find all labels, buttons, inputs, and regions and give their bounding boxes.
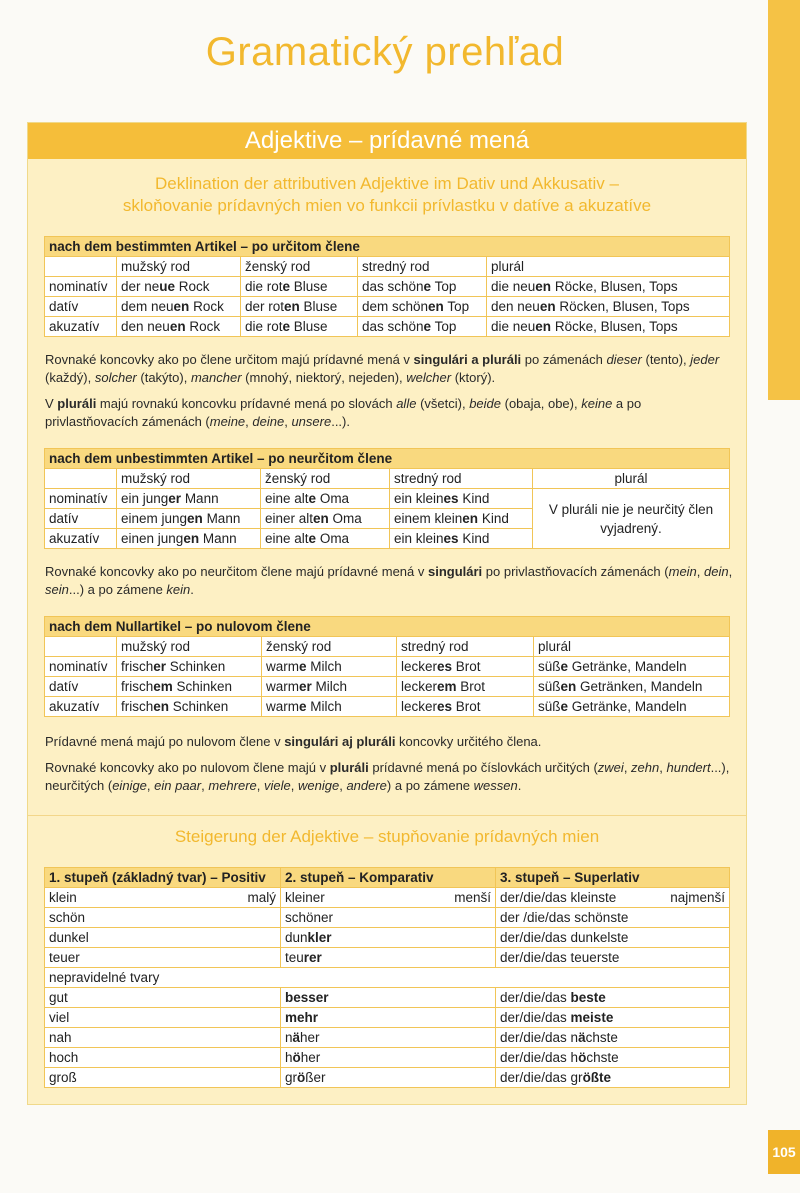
table-cell: den neuen Röcken, Blusen, Tops (487, 297, 730, 317)
table-cell: größer (281, 1068, 496, 1088)
table-cell: die rote Bluse (241, 277, 358, 297)
table-cell: eine alte Oma (261, 489, 390, 509)
table-cell: nah (45, 1028, 281, 1048)
header-cell (45, 469, 117, 489)
table-cell: süße Getränke, Mandeln (534, 697, 730, 717)
table-cell: einen jungen Mann (117, 529, 261, 549)
case-label: akuzatív (45, 529, 117, 549)
case-label: akuzatív (45, 317, 117, 337)
table-cell: leckeres Brot (397, 657, 534, 677)
table-row (45, 677, 730, 697)
table-cell: leckerem Brot (397, 677, 534, 697)
table-cell: der/die/das dunkelste (496, 928, 730, 948)
table-cell: dem neuen Rock (117, 297, 241, 317)
table-cell: der/die/das beste (496, 988, 730, 1008)
table-comparison (44, 867, 730, 1088)
table-cell: schöner (281, 908, 496, 928)
table-cell: dunkel (45, 928, 281, 948)
grammar-panel (27, 122, 747, 1105)
header-cell: mužský rod (117, 637, 262, 657)
note-paragraph: V pluráli majú rovnakú koncovku prídavné mená po slovách alle (všetci), beide (obaja, obe), keine a po privlastňovacích zámenách (meine, deine, unsere...). (45, 396, 642, 429)
table-cell: der/die/das nächste (496, 1028, 730, 1048)
table-cell: einem jungen Mann (117, 509, 261, 529)
table-cell: das schöne Top (358, 317, 487, 337)
table-row (45, 1008, 730, 1028)
header-cell: stredný rod (358, 257, 487, 277)
table-cell: teuer (45, 948, 281, 968)
note-paragraph: Rovnaké koncovky ako po nulovom člene majú v pluráli prídavné mená po číslovkách určitých (zwei, zehn, hundert...), neurčitých (einige, ein paar, mehrere, viele, wenige, andere) a po zámene wessen. (45, 760, 730, 793)
table-cell: ein kleines Kind (390, 529, 533, 549)
table-cell: den neuen Rock (117, 317, 241, 337)
header-cell: 3. stupeň – Superlativ (496, 868, 730, 888)
table-row (45, 657, 730, 677)
page-number: 105 (768, 1130, 800, 1174)
table-cell: hoch (45, 1048, 281, 1068)
table-row (45, 928, 730, 948)
note-paragraph: Rovnaké koncovky ako po neurčitom člene majú prídavné mená v singulári po privlastňovacích zámenách (mein, dein, sein...) a po zámene kein. (45, 564, 733, 597)
table-cell: klein malý (45, 888, 281, 908)
table-cell: der neue Rock (117, 277, 241, 297)
table-caption: nach dem bestimmten Artikel – po určitom člene (45, 237, 730, 257)
table-cell: eine alte Oma (261, 529, 390, 549)
table-cell: frischen Schinken (117, 697, 262, 717)
case-label: nominatív (45, 277, 117, 297)
comparison-subheading: Steigerung der Adjektive – stupňovanie prídavných mien (174, 827, 600, 846)
table-row (45, 948, 730, 968)
table-cell: der/die/das kleinste najmenší (496, 888, 730, 908)
declension-subheading (28, 173, 746, 217)
subheading-line-1: Deklination der attributiven Adjektive im Dativ und Akkusativ – (155, 174, 619, 193)
table-cell: dunkler (281, 928, 496, 948)
table-row (45, 1048, 730, 1068)
header-cell: ženský rod (261, 469, 390, 489)
table-row (45, 489, 730, 509)
table-cell: süßen Getränken, Mandeln (534, 677, 730, 697)
table-indefinite-article (44, 448, 730, 549)
table-cell: der/die/das meiste (496, 1008, 730, 1028)
table-cell: warme Milch (262, 657, 397, 677)
note-paragraph: Rovnaké koncovky ako po člene určitom majú prídavné mená v singulári a pluráli po zámenách dieser (tento), jeder (každý), solcher (takýto), mancher (mnohý, niektorý, nejeden), welcher (ktorý). (45, 352, 720, 385)
case-label: datív (45, 677, 117, 697)
irregular-forms-label: nepravidelné tvary (45, 968, 730, 988)
table-row (45, 317, 730, 337)
table-cell: gut (45, 988, 281, 1008)
table-row (45, 697, 730, 717)
table-row (45, 888, 730, 908)
table-cell: der/die/das höchste (496, 1048, 730, 1068)
table-caption: nach dem Nullartikel – po nulovom člene (45, 617, 730, 637)
header-cell: plurál (487, 257, 730, 277)
chapter-side-tab (768, 0, 800, 400)
case-label: akuzatív (45, 697, 117, 717)
panel-header: Adjektive – prídavné mená (28, 123, 746, 159)
table-row (45, 277, 730, 297)
table-cell: dem schönen Top (358, 297, 487, 317)
case-label: datív (45, 297, 117, 317)
table-cell: der/die/das teuerste (496, 948, 730, 968)
table-cell: der roten Bluse (241, 297, 358, 317)
header-cell: plurál (533, 469, 730, 489)
table-cell: leckeres Brot (397, 697, 534, 717)
header-cell: stredný rod (390, 469, 533, 489)
case-label: nominatív (45, 489, 117, 509)
header-cell (45, 257, 117, 277)
table-row (45, 297, 730, 317)
table-cell: viel (45, 1008, 281, 1028)
subheading-line-2: skloňovanie prídavných mien vo funkcii prívlastku v datíve a akuzatíve (122, 196, 652, 215)
header-cell: mužský rod (117, 469, 261, 489)
table-cell: höher (281, 1048, 496, 1068)
table-cell: ein kleines Kind (390, 489, 533, 509)
header-cell: ženský rod (241, 257, 358, 277)
table-cell: der/die/das größte (496, 1068, 730, 1088)
header-cell: ženský rod (262, 637, 397, 657)
table-caption: nach dem unbestimmten Artikel – po neurčitom člene (45, 449, 730, 469)
table-cell: einer alten Oma (261, 509, 390, 529)
table-cell: einem kleinen Kind (390, 509, 533, 529)
table-cell: mehr (281, 1008, 496, 1028)
page-title: Gramatický prehľad (205, 30, 565, 74)
table-row (45, 908, 730, 928)
table-cell: teurer (281, 948, 496, 968)
section-divider (28, 815, 746, 816)
header-cell: plurál (534, 637, 730, 657)
table-zero-article (44, 616, 730, 717)
table-row (45, 1068, 730, 1088)
table-cell: die neuen Röcke, Blusen, Tops (487, 277, 730, 297)
header-cell: stredný rod (397, 637, 534, 657)
header-cell: 1. stupeň (základný tvar) – Positiv (45, 868, 281, 888)
header-cell: mužský rod (117, 257, 241, 277)
table-cell: besser (281, 988, 496, 1008)
table-cell: schön (45, 908, 281, 928)
table-row (45, 968, 730, 988)
table-row (45, 1028, 730, 1048)
table-cell: warmer Milch (262, 677, 397, 697)
table-cell: die rote Bluse (241, 317, 358, 337)
table-cell: groß (45, 1068, 281, 1088)
table-cell: näher (281, 1028, 496, 1048)
table-cell: kleiner menší (281, 888, 496, 908)
table-cell: frischer Schinken (117, 657, 262, 677)
table-cell: warme Milch (262, 697, 397, 717)
case-label: nominatív (45, 657, 117, 677)
plural-note: V pluráli nie je neurčitý člen vyjadrený. (533, 489, 730, 549)
header-cell: 2. stupeň – Komparativ (281, 868, 496, 888)
table-cell: das schöne Top (358, 277, 487, 297)
table-cell: der /die/das schönste (496, 908, 730, 928)
table-definite-article (44, 236, 730, 337)
table-cell: ein junger Mann (117, 489, 261, 509)
table-cell: süße Getränke, Mandeln (534, 657, 730, 677)
table-row (45, 988, 730, 1008)
header-cell (45, 637, 117, 657)
table-cell: frischem Schinken (117, 677, 262, 697)
note-paragraph: Prídavné mená majú po nulovom člene v singulári aj pluráli koncovky určitého člena. (45, 734, 542, 749)
case-label: datív (45, 509, 117, 529)
table-cell: die neuen Röcke, Blusen, Tops (487, 317, 730, 337)
